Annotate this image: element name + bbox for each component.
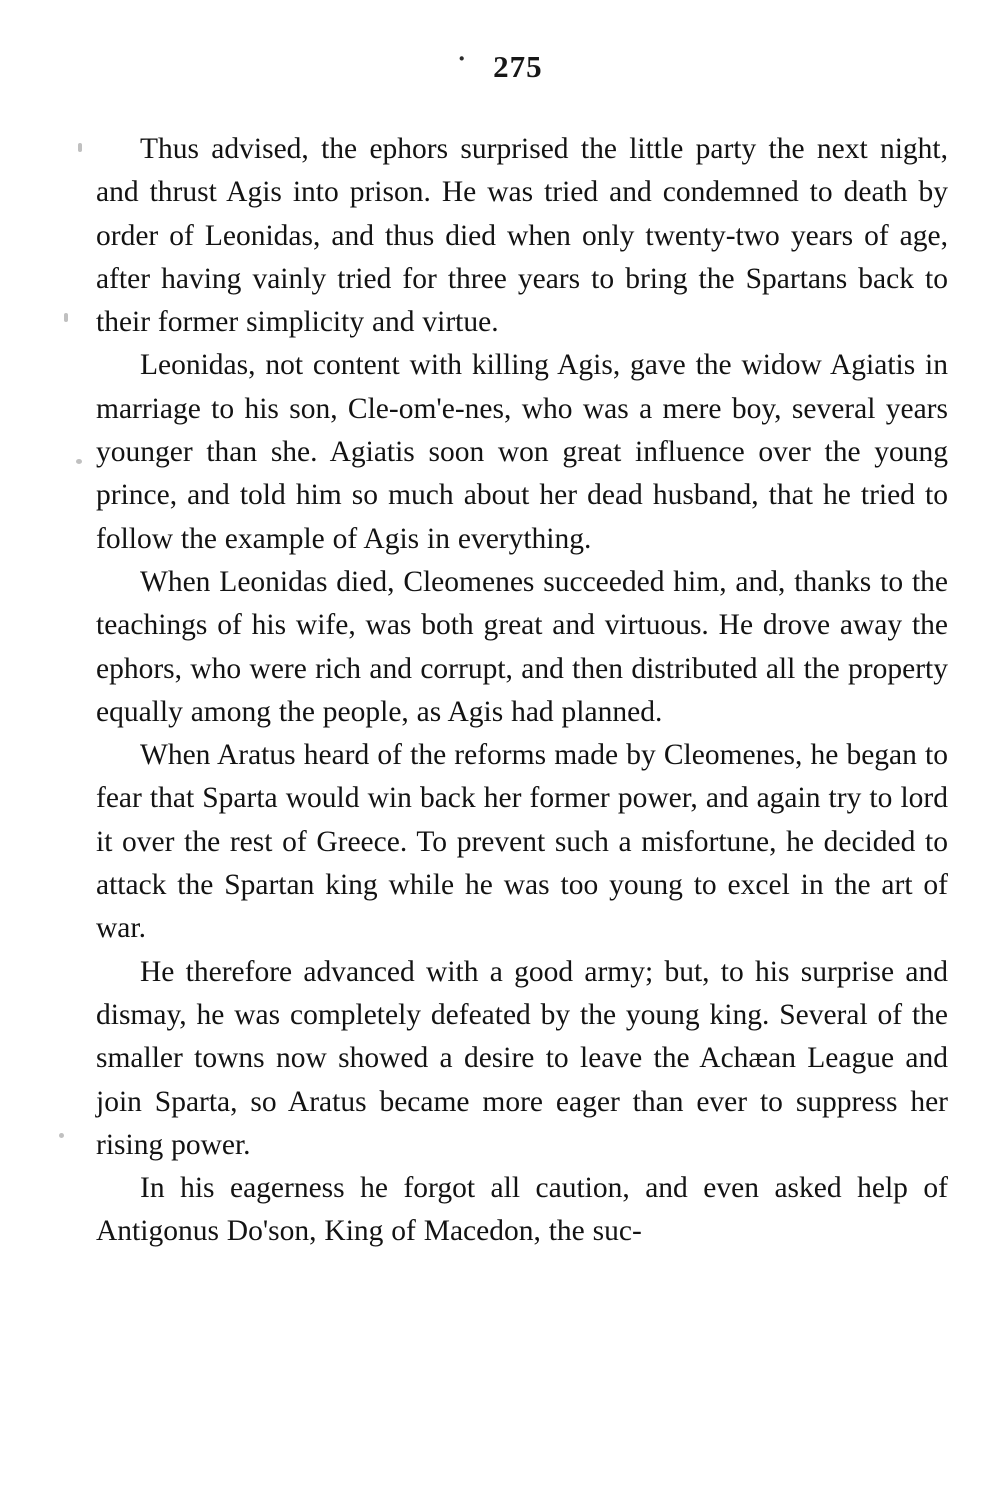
page-number-mark: · (457, 44, 468, 73)
paragraph: When Leonidas died, Cleomenes succeeded him, and, thanks to the teachings of his wife, was both great and virtuous. He drove away the ephors, who were rich and corrupt, and then distributed all the property equally among the people, as Agis had planned. (96, 565, 948, 728)
page-body (96, 128, 948, 1254)
page-number-value: 275 (493, 49, 543, 84)
scan-speck (64, 313, 68, 322)
paragraph: In his eagerness he forgot all caution, and even asked help of Antigonus Do'son, King of Macedon, the suc- (96, 1172, 948, 1248)
paragraph: He therefore advanced with a good army; but, to his surprise and dismay, he was completely defeated by the young king. Several of the smaller towns now showed a desire to leave the Achæan League and join Sparta, so Aratus became more eager than ever to suppress her rising power. (96, 955, 948, 1161)
scan-speck (78, 143, 82, 152)
paragraph: When Aratus heard of the reforms made by Cleomenes, he began to fear that Sparta would win back her former power, and again try to lord it over the rest of Greece. To prevent such a misfortune, he decided to attack the Spartan king while he was too young to excel in the art of war. (96, 739, 948, 945)
scan-speck (59, 1133, 64, 1138)
paragraph: Thus advised, the ephors surprised the little party the next night, and thrust Agis into prison. He was tried and condemned to death by order of Leonidas, and thus died when only twenty-two years of age, after having vainly tried for three years to bring the Spartans back to their former simplicity and virtue. (96, 133, 948, 339)
scan-speck (76, 459, 82, 464)
page-number (0, 44, 1000, 85)
paragraph: Leonidas, not content with killing Agis, gave the widow Agiatis in marriage to his son, Cle-om'e-nes, who was a mere boy, several years younger than she. Agiatis soon won great influence over the young prince, and told him so much about her dead husband, that he tried to follow the example of Agis in everything. (96, 349, 948, 555)
